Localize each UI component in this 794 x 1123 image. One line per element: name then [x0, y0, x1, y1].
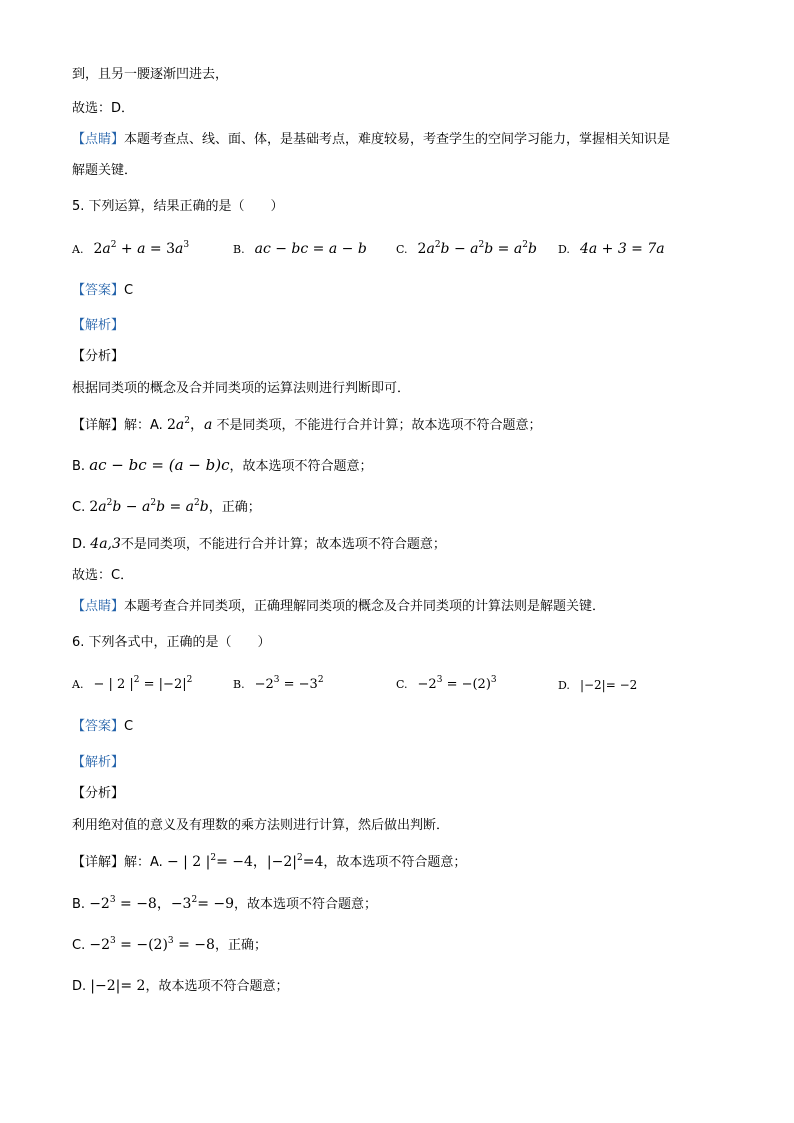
option-label: C. — [396, 243, 408, 256]
option-label: A. — [72, 678, 84, 691]
option-math: |−2|= −2 — [579, 678, 638, 692]
option-label: C. — [396, 678, 408, 691]
q5-option-c — [396, 240, 537, 259]
detail-text: 不是同类项，不能进行合并计算；故本选项不符合题意； — [216, 418, 542, 433]
option-math: $2a^2 + a = 3a^3$ — [93, 240, 190, 257]
answer-tag: 【答案】 — [72, 719, 125, 734]
dianjing-text: 本题考查合并同类项，正确理解同类项的概念及合并同类项的计算法则是解题关键． — [124, 599, 606, 614]
detail-math: − | 2 $|^2= -4$，$|-2|^2=4$ — [166, 853, 324, 870]
detail-prefix: B. — [72, 459, 90, 474]
q5-detail-b — [72, 456, 373, 476]
q6-option-b — [233, 676, 324, 694]
detail-prefix: D. — [72, 537, 91, 552]
q6-fenxi-text: 利用绝对值的意义及有理数的乘方法则进行计算，然后做出判断． — [72, 818, 450, 833]
detail-text: ，故本选项不符合题意； — [234, 897, 378, 912]
detail-text: ，正确； — [214, 938, 267, 953]
q5-option-b — [233, 240, 367, 259]
detail-math: ac − bc = (a − b)c — [89, 456, 230, 474]
q5-stem: 5. 下列运算，结果正确的是（ ） — [72, 199, 284, 214]
detail-math: |−2|= 2 — [90, 978, 146, 994]
dianjing-line-2: 解题关键． — [72, 163, 138, 178]
detail-text: ，正确； — [208, 500, 261, 515]
dianjing-tag: 【点睛】 — [72, 132, 125, 147]
detail-tag: 【详解】 — [72, 418, 125, 433]
continuation-line: 到，且另一腰逐渐凹进去， — [72, 67, 229, 82]
q5-detail-c — [72, 498, 261, 517]
detail-prefix: B. — [72, 897, 90, 912]
detail-prefix: 解：A. — [124, 855, 167, 870]
option-math: $-2^3 = -3^2$ — [254, 675, 324, 692]
q5-detail-a — [72, 416, 541, 435]
option-label: D. — [558, 679, 570, 692]
option-label: B. — [233, 243, 245, 256]
detail-prefix: C. — [72, 500, 90, 515]
q5-jiexi-tag: 【解析】 — [72, 318, 125, 333]
choose-line: 故选：D． — [72, 101, 135, 116]
option-math: $2a^2b - a^2b = a^2b$ — [417, 240, 537, 257]
option-label: A. — [72, 243, 84, 256]
detail-math: $2a^2b - a^2b = a^2b$ — [89, 498, 209, 515]
q6-fenxi-tag: 【分析】 — [72, 786, 125, 801]
detail-tag: 【详解】 — [72, 855, 125, 870]
detail-text: 不是同类项，不能进行合并计算；故本选项不符合题意； — [120, 537, 446, 552]
detail-prefix: D. — [72, 979, 91, 994]
q6-option-c — [396, 676, 497, 694]
q6-option-d — [558, 676, 637, 695]
detail-prefix: 解：A. — [124, 418, 167, 433]
detail-text: ，故本选项不符合题意； — [145, 979, 289, 994]
dianjing-text: 本题考查点、线、面、体，是基础考点，难度较易，考查学生的空间学习能力，掌握相关知识是 — [124, 132, 671, 147]
option-math: ac − bc = a − b — [254, 241, 367, 257]
q6-stem: 6. 下列各式中，正确的是（ ） — [72, 635, 271, 650]
q6-detail-c — [72, 936, 267, 955]
detail-math: $-2^3 = -(2)^3 = -8$ — [89, 936, 215, 953]
q6-detail-d — [72, 977, 288, 996]
q5-choose: 故选：C． — [72, 568, 134, 583]
option-label: B. — [233, 678, 245, 691]
q5-fenxi-tag: 【分析】 — [72, 349, 125, 364]
detail-math: $2a^2$，a — [166, 416, 213, 433]
q5-detail-d — [72, 535, 446, 554]
detail-prefix: C. — [72, 938, 90, 953]
detail-math: 4a,3 — [90, 536, 121, 552]
q5-fenxi-text: 根据同类项的概念及合并同类项的运算法则进行判断即可． — [72, 381, 411, 396]
answer-value: C — [124, 719, 134, 734]
option-math: $-2^3 = -(2)^3$ — [417, 675, 497, 692]
option-math: − | 2 $|^2 = |-2|^2$ — [93, 675, 193, 692]
answer-value: C — [124, 283, 134, 298]
q6-detail-a — [72, 853, 466, 872]
q5-dianjing — [72, 598, 605, 616]
option-label: D. — [558, 243, 570, 256]
q5-option-d — [558, 240, 665, 259]
dianjing-line-1 — [72, 131, 670, 149]
q5-answer — [72, 282, 133, 300]
option-math: 4a + 3 = 7a — [579, 241, 665, 257]
q5-option-a — [72, 240, 189, 259]
q6-detail-b — [72, 895, 377, 914]
answer-tag: 【答案】 — [72, 283, 125, 298]
q6-option-a — [72, 676, 192, 694]
dianjing-tag: 【点睛】 — [72, 599, 125, 614]
detail-text: ，故本选项不符合题意； — [229, 459, 373, 474]
q6-answer — [72, 718, 133, 736]
detail-text: ，故本选项不符合题意； — [323, 855, 467, 870]
q6-jiexi-tag: 【解析】 — [72, 755, 125, 770]
detail-math: $-2^3 = -8$，$-3^2= -9$ — [89, 895, 235, 912]
